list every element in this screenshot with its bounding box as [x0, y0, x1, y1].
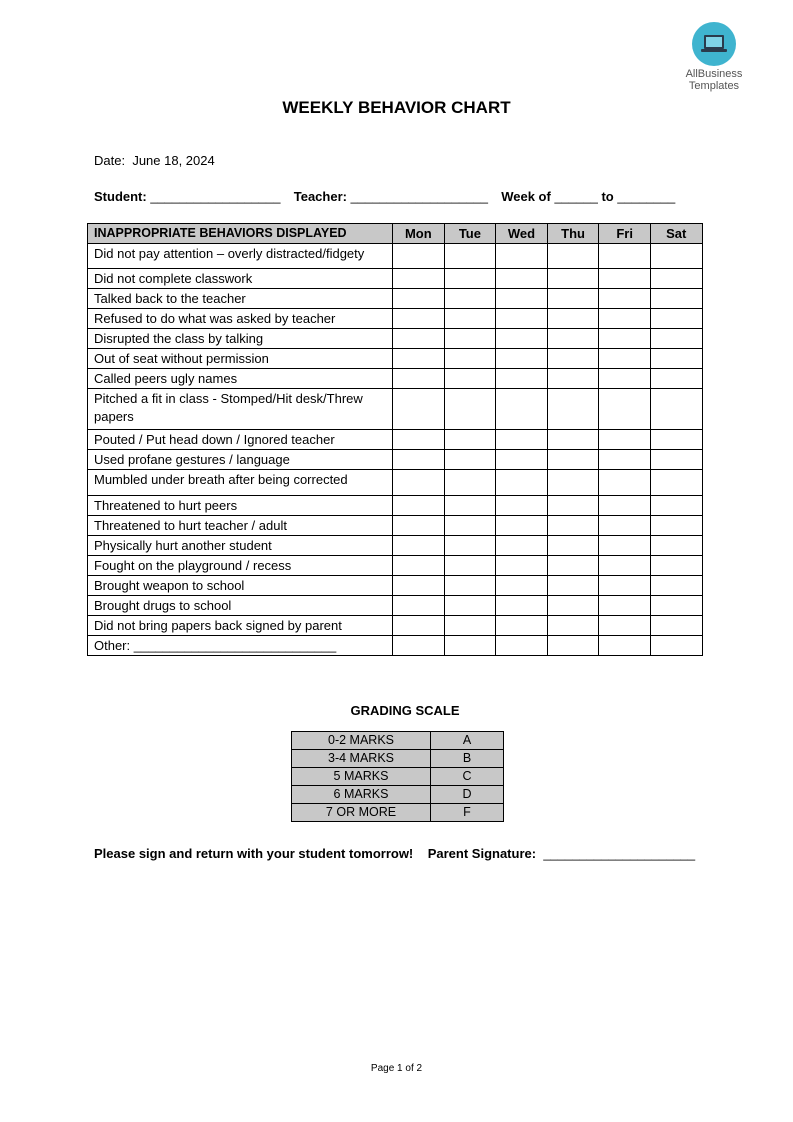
table-header-row	[88, 224, 703, 244]
behavior-label: Pouted / Put head down / Ignored teacher	[88, 430, 393, 450]
logo-line1: AllBusiness	[685, 68, 743, 80]
tally-cell-tue[interactable]	[444, 496, 496, 516]
tally-cell-thu[interactable]	[547, 536, 599, 556]
teacher-label: Teacher:	[293, 189, 347, 204]
tally-cell-thu[interactable]	[547, 556, 599, 576]
behavior-label: Pitched a fit in class - Stomped/Hit desk/Threw papers	[88, 389, 393, 430]
tally-cell-wed[interactable]	[496, 269, 548, 289]
tally-cell-sat[interactable]	[650, 269, 702, 289]
tally-cell-tue[interactable]	[444, 430, 496, 450]
tally-cell-fri[interactable]	[599, 369, 651, 389]
behavior-row	[88, 269, 703, 289]
laptop-icon	[692, 22, 736, 66]
tally-cell-sat[interactable]	[650, 289, 702, 309]
signature-line	[94, 846, 695, 861]
tally-cell-thu[interactable]	[547, 269, 599, 289]
tally-cell-sat[interactable]	[650, 369, 702, 389]
date-line	[94, 153, 215, 168]
tally-cell-sat[interactable]	[650, 496, 702, 516]
tally-cell-thu[interactable]	[547, 309, 599, 329]
tally-cell-wed[interactable]	[496, 576, 548, 596]
behavior-row	[88, 536, 703, 556]
behavior-label: Threatened to hurt teacher / adult	[88, 516, 393, 536]
tally-cell-fri[interactable]	[599, 536, 651, 556]
tally-cell-fri[interactable]	[599, 244, 651, 269]
behavior-row	[88, 349, 703, 369]
signature-label: Parent Signature:	[427, 846, 537, 861]
tally-cell-thu[interactable]	[547, 349, 599, 369]
behavior-row	[88, 636, 703, 656]
behavior-row	[88, 389, 703, 430]
tally-cell-tue[interactable]	[444, 369, 496, 389]
return-instruction: Please sign and return with your student tomorrow!	[94, 846, 414, 861]
tally-cell-tue[interactable]	[444, 556, 496, 576]
tally-cell-mon[interactable]	[393, 470, 445, 496]
grading-grade: D	[431, 786, 504, 804]
tally-cell-mon[interactable]	[393, 576, 445, 596]
signature-field[interactable]: _____________________	[543, 846, 696, 861]
grading-grade: C	[431, 768, 504, 786]
behavior-row	[88, 309, 703, 329]
behavior-row	[88, 496, 703, 516]
logo-line2: Templates	[688, 80, 740, 92]
tally-cell-fri[interactable]	[599, 450, 651, 470]
tally-cell-wed[interactable]	[496, 349, 548, 369]
tally-cell-mon[interactable]	[393, 329, 445, 349]
tally-cell-thu[interactable]	[547, 244, 599, 269]
behavior-row	[88, 244, 703, 269]
tally-cell-sat[interactable]	[650, 576, 702, 596]
tally-cell-thu[interactable]	[547, 616, 599, 636]
tally-cell-wed[interactable]	[496, 556, 548, 576]
behavior-row	[88, 369, 703, 389]
logo-text	[676, 68, 752, 92]
week-label: Week of	[501, 189, 551, 204]
behavior-label: Out of seat without permission	[88, 349, 393, 369]
tally-cell-tue[interactable]	[444, 269, 496, 289]
tally-cell-mon[interactable]	[393, 596, 445, 616]
tally-cell-wed[interactable]	[496, 389, 548, 430]
tally-cell-sat[interactable]	[650, 596, 702, 616]
tally-cell-fri[interactable]	[599, 329, 651, 349]
grading-grade: B	[431, 750, 504, 768]
tally-cell-sat[interactable]	[650, 556, 702, 576]
tally-cell-mon[interactable]	[393, 536, 445, 556]
behavior-row	[88, 516, 703, 536]
tally-cell-tue[interactable]	[444, 389, 496, 430]
tally-cell-wed[interactable]	[496, 596, 548, 616]
date-label: Date:	[94, 153, 126, 168]
tally-cell-sat[interactable]	[650, 349, 702, 369]
tally-cell-mon[interactable]	[393, 389, 445, 430]
tally-cell-thu[interactable]	[547, 329, 599, 349]
tally-cell-fri[interactable]	[599, 309, 651, 329]
tally-cell-fri[interactable]	[599, 430, 651, 450]
grading-row	[292, 732, 504, 750]
behavior-row	[88, 576, 703, 596]
behavior-label: Used profane gestures / language	[88, 450, 393, 470]
tally-cell-wed[interactable]	[496, 470, 548, 496]
day-header-fri: Fri	[599, 224, 651, 244]
to-label: to	[601, 189, 614, 204]
tally-cell-tue[interactable]	[444, 450, 496, 470]
behavior-label: Talked back to the teacher	[88, 289, 393, 309]
behavior-label: Brought weapon to school	[88, 576, 393, 596]
grading-row	[292, 786, 504, 804]
day-header-sat: Sat	[650, 224, 702, 244]
tally-cell-mon[interactable]	[393, 244, 445, 269]
tally-cell-wed[interactable]	[496, 536, 548, 556]
tally-cell-fri[interactable]	[599, 496, 651, 516]
tally-cell-tue[interactable]	[444, 616, 496, 636]
tally-cell-tue[interactable]	[444, 244, 496, 269]
behavior-row	[88, 596, 703, 616]
grading-row	[292, 750, 504, 768]
tally-cell-tue[interactable]	[444, 470, 496, 496]
behavior-label: Brought drugs to school	[88, 596, 393, 616]
tally-cell-sat[interactable]	[650, 329, 702, 349]
behavior-label: Other: ____________________________	[88, 636, 393, 656]
behavior-label: Did not pay attention – overly distracted/fidgety	[88, 244, 393, 269]
week-start-field[interactable]: ______	[554, 189, 598, 204]
tally-cell-wed[interactable]	[496, 616, 548, 636]
behavior-label: Did not bring papers back signed by parent	[88, 616, 393, 636]
tally-cell-mon[interactable]	[393, 496, 445, 516]
tally-cell-sat[interactable]	[650, 244, 702, 269]
behavior-label: Mumbled under breath after being corrected	[88, 470, 393, 496]
tally-cell-wed[interactable]	[496, 496, 548, 516]
tally-cell-fri[interactable]	[599, 516, 651, 536]
behavior-row	[88, 329, 703, 349]
tally-cell-tue[interactable]	[444, 329, 496, 349]
tally-cell-fri[interactable]	[599, 596, 651, 616]
tally-cell-thu[interactable]	[547, 450, 599, 470]
tally-cell-tue[interactable]	[444, 289, 496, 309]
tally-cell-mon[interactable]	[393, 516, 445, 536]
tally-cell-wed[interactable]	[496, 329, 548, 349]
tally-cell-wed[interactable]	[496, 289, 548, 309]
tally-cell-mon[interactable]	[393, 289, 445, 309]
grading-grade: A	[431, 732, 504, 750]
tally-cell-tue[interactable]	[444, 536, 496, 556]
behavior-label: Called peers ugly names	[88, 369, 393, 389]
behavior-label: Refused to do what was asked by teacher	[88, 309, 393, 329]
tally-cell-fri[interactable]	[599, 576, 651, 596]
tally-cell-mon[interactable]	[393, 616, 445, 636]
behavior-label: Did not complete classwork	[88, 269, 393, 289]
tally-cell-tue[interactable]	[444, 349, 496, 369]
tally-cell-mon[interactable]	[393, 636, 445, 656]
tally-cell-fri[interactable]	[599, 289, 651, 309]
tally-cell-wed[interactable]	[496, 430, 548, 450]
tally-cell-fri[interactable]	[599, 269, 651, 289]
tally-cell-fri[interactable]	[599, 636, 651, 656]
grading-marks: 6 MARKS	[292, 786, 431, 804]
tally-cell-thu[interactable]	[547, 470, 599, 496]
date-value: June 18, 2024	[132, 153, 215, 168]
info-line	[94, 189, 675, 204]
tally-cell-wed[interactable]	[496, 244, 548, 269]
tally-cell-mon[interactable]	[393, 269, 445, 289]
tally-cell-sat[interactable]	[650, 309, 702, 329]
tally-cell-wed[interactable]	[496, 516, 548, 536]
behavior-label: Disrupted the class by talking	[88, 329, 393, 349]
behavior-row	[88, 289, 703, 309]
tally-cell-thu[interactable]	[547, 496, 599, 516]
tally-cell-wed[interactable]	[496, 309, 548, 329]
grading-table	[291, 731, 504, 822]
tally-cell-tue[interactable]	[444, 309, 496, 329]
tally-cell-thu[interactable]	[547, 636, 599, 656]
tally-cell-mon[interactable]	[393, 349, 445, 369]
grading-marks: 3-4 MARKS	[292, 750, 431, 768]
tally-cell-mon[interactable]	[393, 309, 445, 329]
day-header-mon: Mon	[393, 224, 445, 244]
tally-cell-mon[interactable]	[393, 450, 445, 470]
tally-cell-mon[interactable]	[393, 430, 445, 450]
grading-row	[292, 768, 504, 786]
tally-cell-sat[interactable]	[650, 616, 702, 636]
tally-cell-thu[interactable]	[547, 389, 599, 430]
tally-cell-tue[interactable]	[444, 576, 496, 596]
tally-cell-fri[interactable]	[599, 389, 651, 430]
behavior-label: Fought on the playground / recess	[88, 556, 393, 576]
teacher-field[interactable]: ___________________	[350, 189, 488, 204]
behavior-row	[88, 430, 703, 450]
tally-cell-mon[interactable]	[393, 556, 445, 576]
day-header-tue: Tue	[444, 224, 496, 244]
tally-cell-sat[interactable]	[650, 636, 702, 656]
grading-marks: 0-2 MARKS	[292, 732, 431, 750]
tally-cell-wed[interactable]	[496, 636, 548, 656]
tally-cell-mon[interactable]	[393, 369, 445, 389]
student-field[interactable]: __________________	[150, 189, 281, 204]
grading-marks: 7 OR MORE	[292, 804, 431, 822]
behavior-row	[88, 450, 703, 470]
behaviors-header: INAPPROPRIATE BEHAVIORS DISPLAYED	[88, 224, 393, 244]
tally-cell-thu[interactable]	[547, 369, 599, 389]
tally-cell-wed[interactable]	[496, 369, 548, 389]
tally-cell-fri[interactable]	[599, 616, 651, 636]
tally-cell-fri[interactable]	[599, 556, 651, 576]
behavior-label: Physically hurt another student	[88, 536, 393, 556]
week-end-field[interactable]: ________	[617, 189, 676, 204]
behavior-row	[88, 556, 703, 576]
tally-cell-fri[interactable]	[599, 470, 651, 496]
day-header-thu: Thu	[547, 224, 599, 244]
day-header-wed: Wed	[496, 224, 548, 244]
tally-cell-sat[interactable]	[650, 536, 702, 556]
behavior-label: Threatened to hurt peers	[88, 496, 393, 516]
page-title: WEEKLY BEHAVIOR CHART	[282, 98, 511, 117]
behavior-row	[88, 616, 703, 636]
tally-cell-sat[interactable]	[650, 389, 702, 430]
grading-grade: F	[431, 804, 504, 822]
grading-marks: 5 MARKS	[292, 768, 431, 786]
tally-cell-thu[interactable]	[547, 289, 599, 309]
tally-cell-sat[interactable]	[650, 430, 702, 450]
tally-cell-sat[interactable]	[650, 516, 702, 536]
tally-cell-thu[interactable]	[547, 516, 599, 536]
tally-cell-sat[interactable]	[650, 470, 702, 496]
tally-cell-thu[interactable]	[547, 576, 599, 596]
tally-cell-wed[interactable]	[496, 450, 548, 470]
tally-cell-thu[interactable]	[547, 596, 599, 616]
student-label: Student:	[94, 189, 147, 204]
behavior-table	[87, 223, 703, 656]
tally-cell-tue[interactable]	[444, 516, 496, 536]
tally-cell-sat[interactable]	[650, 450, 702, 470]
grading-row	[292, 804, 504, 822]
page-number: Page 1 of 2	[370, 1063, 423, 1074]
behavior-row	[88, 470, 703, 496]
grading-scale-title: GRADING SCALE	[350, 703, 460, 718]
tally-cell-thu[interactable]	[547, 430, 599, 450]
company-logo	[676, 22, 752, 92]
tally-cell-fri[interactable]	[599, 349, 651, 369]
tally-cell-tue[interactable]	[444, 636, 496, 656]
tally-cell-tue[interactable]	[444, 596, 496, 616]
